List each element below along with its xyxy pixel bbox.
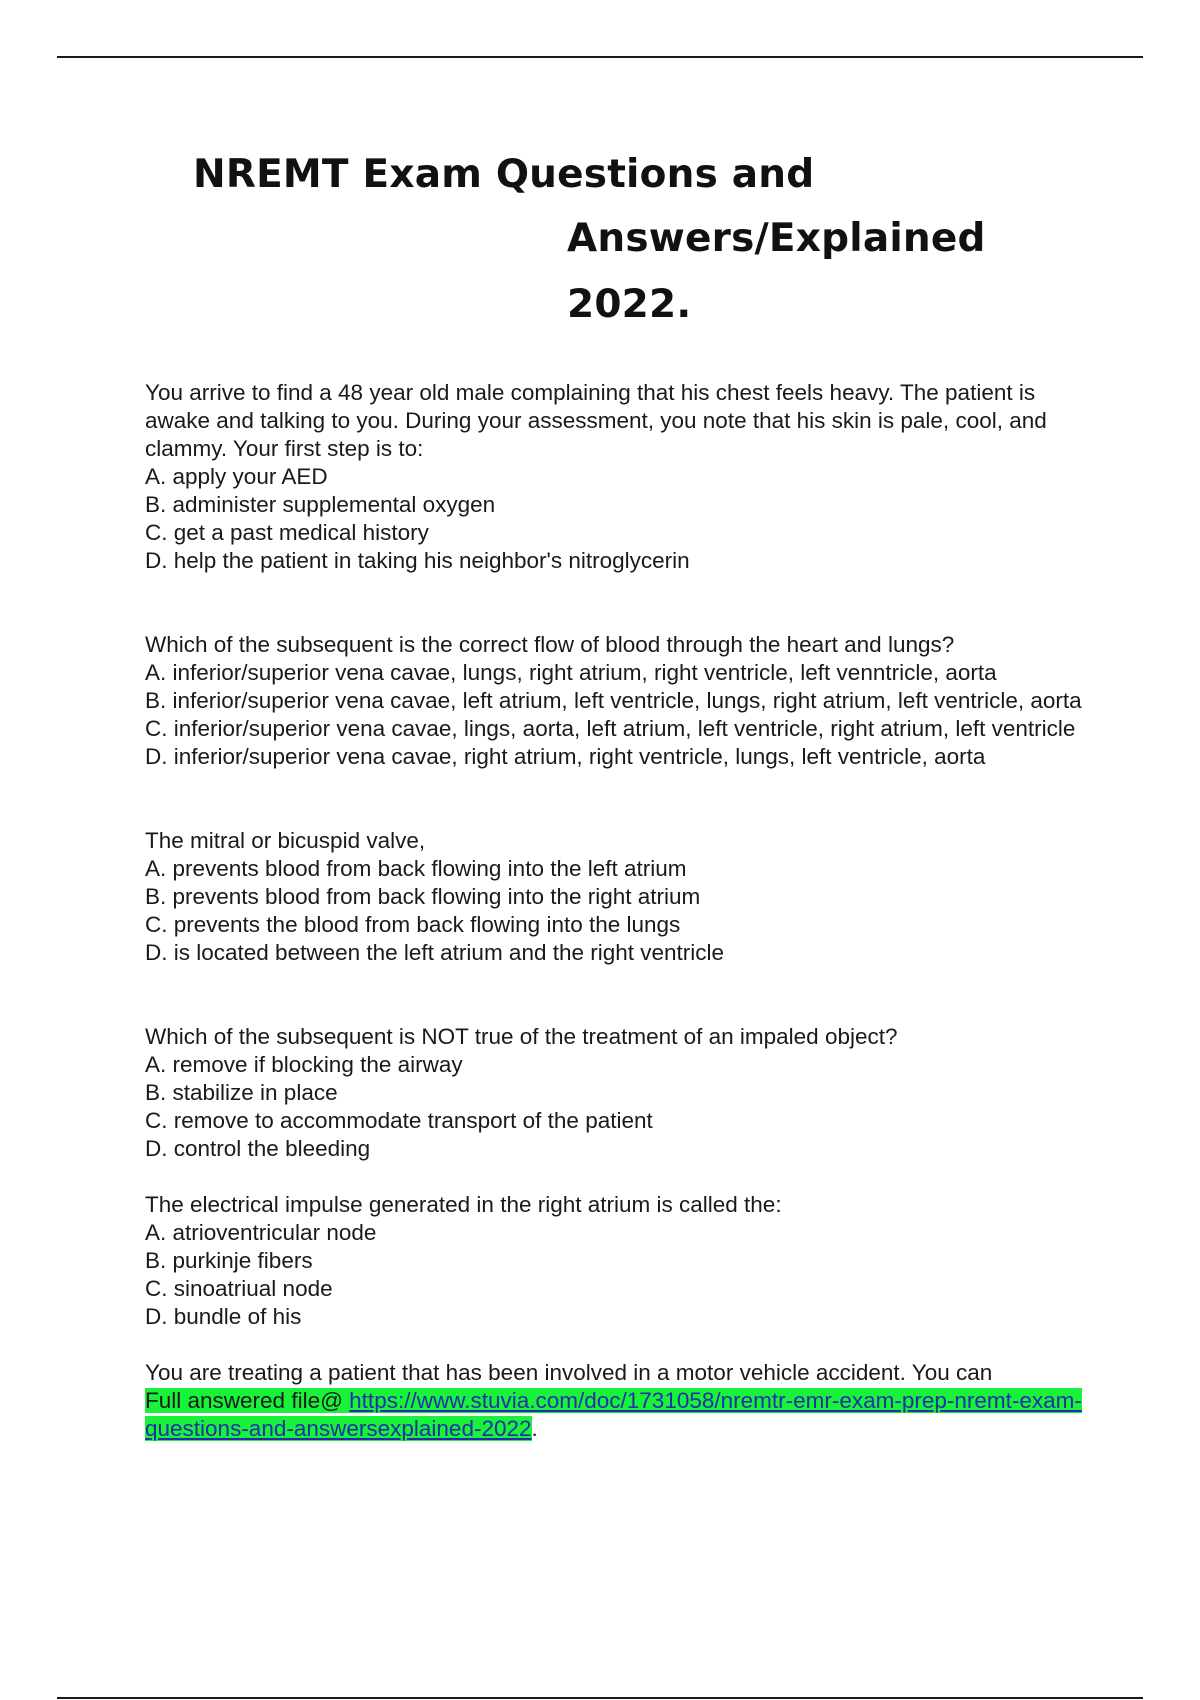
question-5 (145, 1191, 1095, 1331)
answer-option: B. inferior/superior vena cavae, left atrium, left ventricle, lungs, right atrium, left ventricle, aorta (145, 688, 1082, 713)
question-2 (145, 631, 1095, 771)
question-stem: You arrive to find a 48 year old male complaining that his chest feels heavy. The patient is awake and talking to you. During your assessment, you note that his skin is pale, cool, and clammy. Your first step is to: (145, 380, 1047, 461)
answer-option: D. bundle of his (145, 1304, 302, 1329)
answer-option: C. remove to accommodate transport of the patient (145, 1108, 653, 1133)
answer-option: A. inferior/superior vena cavae, lungs, right atrium, right ventricle, left venntricle, aorta (145, 660, 997, 685)
answer-option: D. is located between the left atrium and the right ventricle (145, 940, 725, 965)
answer-option: A. atrioventricular node (145, 1220, 377, 1245)
top-rule (57, 56, 1143, 58)
answer-option: C. sinoatriual node (145, 1276, 333, 1301)
download-suffix: . (531, 1416, 538, 1441)
page-title-line-1: NREMT Exam Questions and (193, 152, 815, 197)
answer-option: B. purkinje fibers (145, 1248, 313, 1273)
question-stem: The mitral or bicuspid valve, (145, 828, 426, 853)
answer-option: D. help the patient in taking his neighbor's nitroglycerin (145, 548, 690, 573)
download-prefix: Full answered file@ (145, 1388, 350, 1413)
answer-option: C. get a past medical history (145, 520, 429, 545)
download-notice (145, 1387, 1095, 1443)
answer-option: C. prevents the blood from back flowing into the lungs (145, 912, 681, 937)
question-stem: Which of the subsequent is NOT true of the treatment of an impaled object? (145, 1024, 898, 1049)
download-link[interactable]: https://www.stuvia.com/doc/1731058/nremtr-emr-exam-prep-nremt-exam-questions-and-answersexplained-2022 (145, 1388, 1082, 1441)
answer-option: D. inferior/superior vena cavae, right atrium, right ventricle, lungs, left ventricle, aorta (145, 744, 986, 769)
partial-question-stem: You are treating a patient that has been involved in a motor vehicle accident. You can (145, 1360, 993, 1385)
answer-option: C. inferior/superior vena cavae, lings, aorta, left atrium, left ventricle, right atrium, left ventricle (145, 716, 1076, 741)
answer-option: B. prevents blood from back flowing into the right atrium (145, 884, 701, 909)
document-body (145, 379, 1095, 1443)
question-stem: The electrical impulse generated in the right atrium is called the: (145, 1192, 782, 1217)
question-1 (145, 379, 1095, 575)
question-3 (145, 827, 1095, 967)
bottom-rule (57, 1697, 1143, 1699)
answer-option: B. stabilize in place (145, 1080, 338, 1105)
answer-option: A. prevents blood from back flowing into the left atrium (145, 856, 687, 881)
question-stem: Which of the subsequent is the correct flow of blood through the heart and lungs? (145, 632, 955, 657)
answer-option: B. administer supplemental oxygen (145, 492, 496, 517)
answer-option: A. apply your AED (145, 464, 328, 489)
page-title-line-2: Answers/Explained (567, 216, 986, 261)
answer-option: A. remove if blocking the airway (145, 1052, 463, 1077)
question-4 (145, 1023, 1095, 1163)
page-title-line-3: 2022. (567, 282, 692, 327)
answer-option: D. control the bleeding (145, 1136, 371, 1161)
